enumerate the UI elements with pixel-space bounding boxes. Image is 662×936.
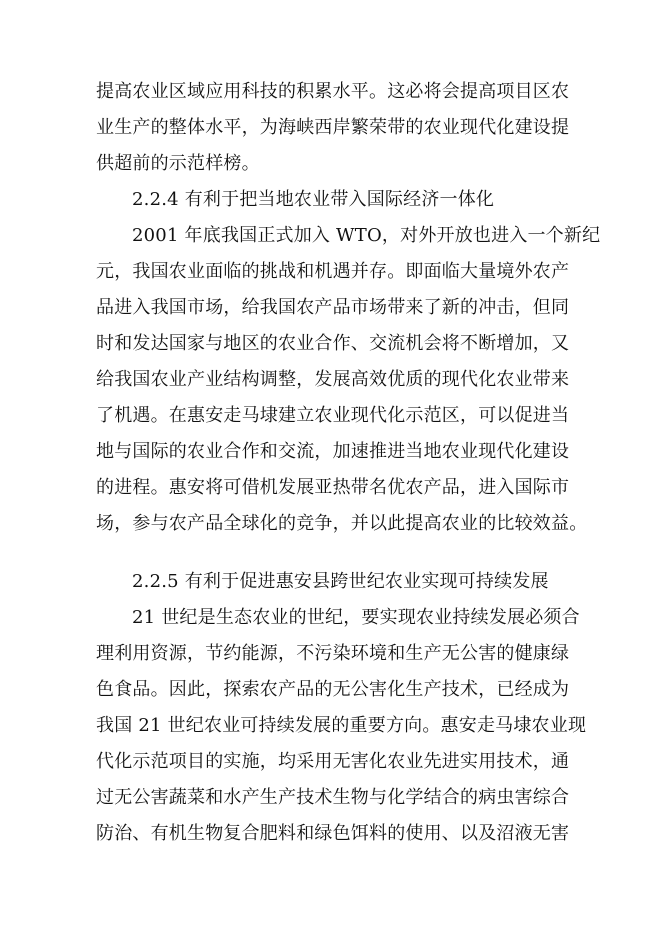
text-line: 场，参与农产品全球化的竞争，并以此提高农业的比较效益。 [96, 513, 588, 534]
text-line: 过无公害蔬菜和水产生产技术生物与化学结合的病虫害综合 [96, 787, 570, 808]
text-line: 了机遇。在惠安走马埭建立农业现代化示范区，可以促进当 [96, 405, 570, 426]
text-line: 给我国农业产业结构调整，发展高效优质的现代化农业带来 [96, 369, 570, 390]
text-line: 品进入我国市场，给我国农产品市场带来了新的冲击，但同 [96, 297, 570, 318]
text-line: 提高农业区域应用科技的积累水平。这必将会提高项目区农 [96, 81, 570, 102]
text-line: 我国 21 世纪农业可持续发展的重要方向。惠安走马埭农业现 [96, 715, 587, 736]
text-line: 业生产的整体水平，为海峡西岸繁荣带的农业现代化建设提 [96, 117, 570, 138]
section-heading: 2.2.4 有利于把当地农业带入国际经济一体化 [132, 189, 495, 210]
text-line: 防治、有机生物复合肥料和绿色饵料的使用、以及沼液无害 [96, 823, 570, 844]
text-line: 21 世纪是生态农业的世纪，要实现农业持续发展必须合 [132, 607, 580, 628]
text-line: 理利用资源，节约能源，不污染环境和生产无公害的健康绿 [96, 643, 570, 664]
text-line: 的进程。惠安将可借机发展亚热带名优农产品，进入国际市 [96, 477, 570, 498]
text-line: 地与国际的农业合作和交流，加速推进当地农业现代化建设 [96, 441, 570, 462]
text-line: 元，我国农业面临的挑战和机遇并存。即面临大量境外农产 [96, 261, 570, 282]
text-line: 供超前的示范样榜。 [96, 153, 260, 174]
section-heading: 2.2.5 有利于促进惠安县跨世纪农业实现可持续发展 [132, 571, 549, 592]
text-line: 代化示范项目的实施，均采用无害化农业先进实用技术，通 [96, 751, 570, 772]
text-line: 2001 年底我国正式加入 WTO，对外开放也进入一个新纪 [132, 225, 601, 246]
text-line: 时和发达国家与地区的农业合作、交流机会将不断增加，又 [96, 333, 570, 354]
text-line: 色食品。因此，探索农产品的无公害化生产技术，已经成为 [96, 679, 570, 700]
